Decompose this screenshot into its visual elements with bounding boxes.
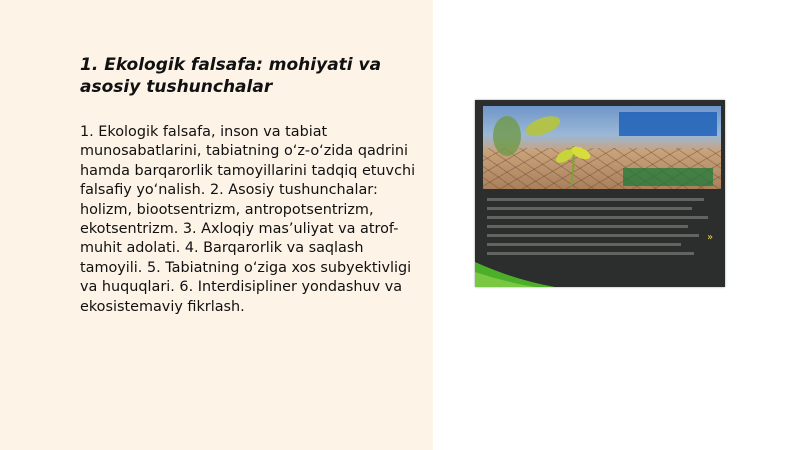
- slide-thumbnail-image: [475, 100, 725, 287]
- plant-on-cracked-earth-image: [483, 106, 721, 189]
- slide-body-text: 1. Ekologik falsafa, inson va tabiat munosabatlarini, tabiatning o‘z-o‘zida qadrini hamda barqarorlik tamoyillarini tadqiq etuvchi falsafiy yo‘nalish. 2. Asosiy tushunchalar: holizm, biootsentrizm, antropotsentrizm, ekotsentrizm. 3. Axloqiy mas’uliyat va atrof-muhit adolati. 4. Barqarorlik va saqlash tamoyili. 5. Tabiatning o‘ziga xos subyektivligi va huquqlari. 6. Interdisipliner yondashuv va ekosistemaviy fikrlash.: [80, 124, 416, 315]
- chevron-right-icon: »: [707, 232, 714, 243]
- thumbnail-text-lines: [487, 198, 715, 261]
- slide-title: 1. Ekologik falsafa: mohiyati va asosiy tushunchalar: [80, 55, 382, 97]
